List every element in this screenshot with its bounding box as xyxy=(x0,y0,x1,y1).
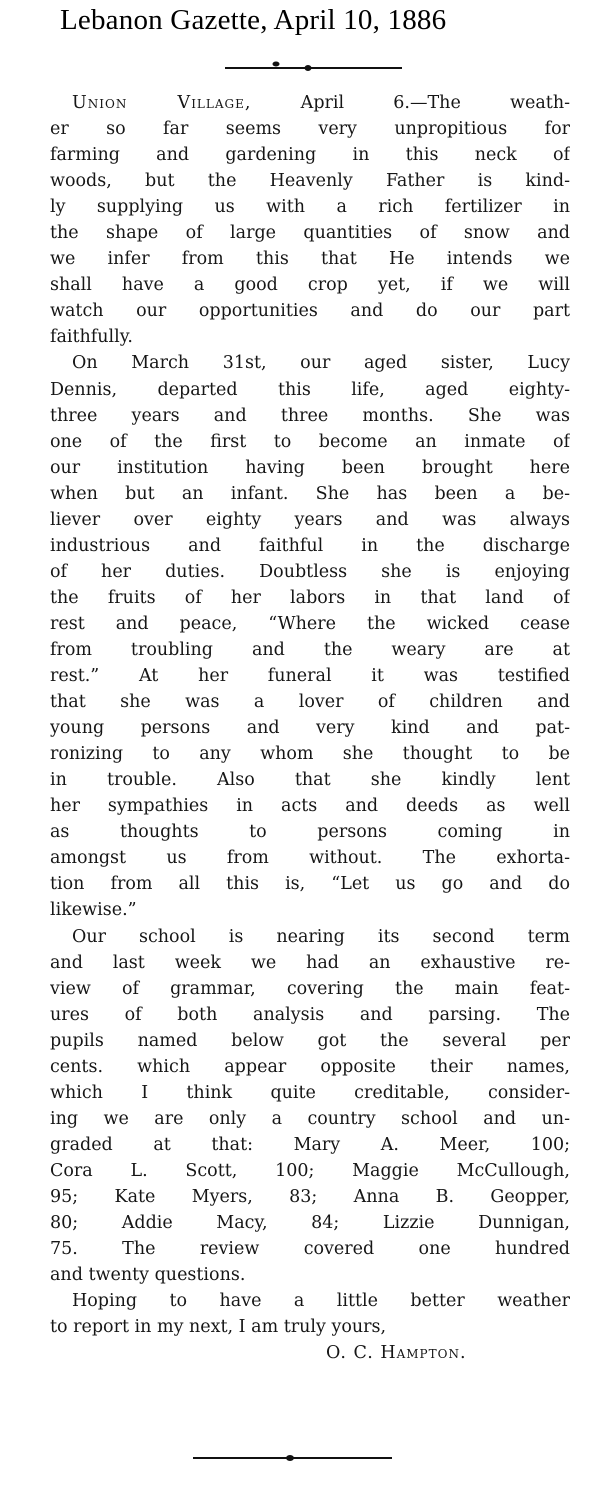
article-line: cents. which appear opposite their names, xyxy=(50,1056,570,1077)
article-line: ly supplying us with a rich fertilizer in xyxy=(50,197,570,218)
article-line: ronizing to any whom she thought to be xyxy=(50,744,570,765)
article-line: pupils named below got the several per xyxy=(50,1030,570,1051)
article-line: shall have a good crop yet, if we will xyxy=(50,275,570,296)
article-line: ing we are only a country school and un- xyxy=(50,1108,570,1129)
article-line: likewise.” xyxy=(50,900,137,921)
article-line: ures of both analysis and parsing. The xyxy=(50,1004,570,1025)
article-line: rest and peace, “Where the wicked cease xyxy=(50,613,570,634)
article-line: Dennis, departed this life, aged eighty- xyxy=(50,379,570,400)
article-line: watch our opportunities and do our part xyxy=(50,301,570,322)
article-line: of her duties. Doubtless she is enjoying xyxy=(50,561,570,582)
article xyxy=(50,90,570,1366)
article-line: Hoping to have a little better weather xyxy=(72,1291,570,1312)
article-line: amongst us from without. The exhorta- xyxy=(50,848,570,869)
dateline-line xyxy=(50,90,570,116)
article-line: industrious and faithful in the discharge xyxy=(50,535,570,556)
article-line: her sympathies in acts and deeds as well xyxy=(50,796,570,817)
article-line: we infer from this that He intends we xyxy=(50,249,570,270)
page-title: Lebanon Gazette, April 10, 1886 xyxy=(60,4,447,36)
dateline-place: Union Village, xyxy=(72,93,252,113)
article-line: faithfully. xyxy=(50,327,133,348)
article-line: Cora L. Scott, 100; Maggie McCullough, xyxy=(50,1160,570,1181)
article-line: er so far seems very unpropitious for xyxy=(50,119,570,140)
paragraph-4 xyxy=(50,1288,570,1366)
bottom-ornamental-rule xyxy=(0,1448,600,1468)
article-line: 95; Kate Myers, 83; Anna B. Geopper, xyxy=(50,1186,570,1207)
article-line: graded at that: Mary A. Meer, 100; xyxy=(50,1134,570,1155)
article-line: On March 31st, our aged sister, Lucy xyxy=(72,353,570,374)
article-line: in trouble. Also that she kindly lent xyxy=(50,770,570,791)
article-line: three years and three months. She was xyxy=(50,405,570,426)
article-line: the fruits of her labors in that land of xyxy=(50,587,570,608)
article-line: to report in my next, I am truly yours, xyxy=(50,1317,387,1338)
article-line: which I think quite creditable, consider- xyxy=(50,1082,570,1103)
article-line: farming and gardening in this neck of xyxy=(50,145,570,166)
paragraph-3 xyxy=(50,924,570,1289)
article-line: tion from all this is, “Let us go and do xyxy=(50,874,570,895)
article-line: young persons and very kind and pat- xyxy=(50,718,570,739)
top-ornamental-rule xyxy=(0,58,600,78)
article-line: April 6.—The weath- xyxy=(251,93,570,113)
article-line: 75. The review covered one hundred xyxy=(50,1239,570,1260)
paragraph-1 xyxy=(50,90,570,350)
signature: O. C. Hampton. xyxy=(326,1343,467,1364)
article-line: from troubling and the weary are at xyxy=(50,639,570,660)
article-line: and twenty questions. xyxy=(50,1265,246,1286)
article-line: our institution having been brought here xyxy=(50,457,570,478)
article-line: Our school is nearing its second term xyxy=(72,926,570,947)
article-line: 80; Addie Macy, 84; Lizzie Dunnigan, xyxy=(50,1213,570,1234)
article-line: one of the first to become an inmate of xyxy=(50,431,570,452)
article-line: as thoughts to persons coming in xyxy=(50,822,570,843)
article-line: that she was a lover of children and xyxy=(50,692,570,713)
article-line: the shape of large quantities of snow and xyxy=(50,223,570,244)
article-line: and last week we had an exhaustive re- xyxy=(50,952,570,973)
article-line: when but an infant. She has been a be- xyxy=(50,483,570,504)
article-line: rest.” At her funeral it was testified xyxy=(50,666,570,687)
article-line: woods, but the Heavenly Father is kind- xyxy=(50,171,570,192)
article-line: liever over eighty years and was always xyxy=(50,509,570,530)
paragraph-2 xyxy=(50,350,570,923)
article-line: view of grammar, covering the main feat- xyxy=(50,978,570,999)
